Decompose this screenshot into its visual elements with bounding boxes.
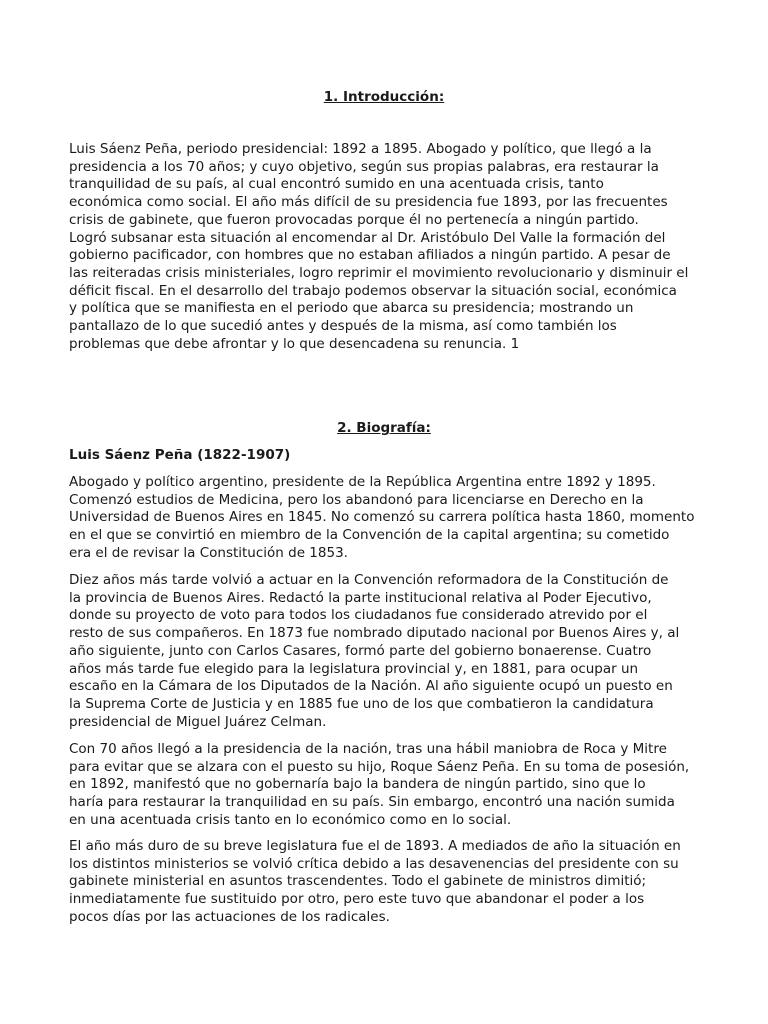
bio-paragraph-1 <box>69 474 701 563</box>
text-line: Logró subsanar esta situación al encomendar al Dr. Aristóbulo Del Valle la formación del <box>69 229 666 246</box>
text-line: presidencial de Miguel Juárez Celman. <box>69 713 327 730</box>
text-line: presidencia a los 70 años; y cuyo objetivo, según sus propias palabras, era restaurar la <box>69 158 659 175</box>
text-line: problemas que debe afrontar y lo que desencadena su renuncia. 1 <box>69 335 520 352</box>
text-line: crisis de gabinete, que fueron provocadas porque él no pertenecía a ningún partido. <box>69 211 639 228</box>
text-line: era el de revisar la Constitución de 1853. <box>69 544 348 561</box>
bio-paragraph-4 <box>69 838 701 927</box>
text-line: Abogado y político argentino, presidente de la República Argentina entre 1892 y 1895. <box>69 474 656 490</box>
biography-subtitle: Luis Sáenz Peña (1822-1907) <box>69 447 291 463</box>
text-line: inmediatamente fue sustituido por otro, pero este tuvo que abandonar el poder a los <box>69 891 645 908</box>
text-line: para evitar que se alzara con el puesto su hijo, Roque Sáenz Peña. En su toma de posesión, <box>69 758 690 775</box>
bio-paragraph-2 <box>69 572 701 731</box>
text-line: año siguiente, junto con Carlos Casares, formó parte del gobierno bonaerense. Cuatro <box>69 642 652 659</box>
text-line: Comenzó estudios de Medicina, pero los abandonó para licenciarse en Derecho en la <box>69 491 644 508</box>
intro-paragraph <box>69 141 701 353</box>
text-line: Diez años más tarde volvió a actuar en la Convención reformadora de la Constitución de <box>69 572 669 588</box>
text-line: déficit fiscal. En el desarrollo del trabajo podemos observar la situación social, económica <box>69 282 677 299</box>
text-line: en 1892, manifestó que no gobernaría bajo la bandera de ningún partido, sino que lo <box>69 776 646 793</box>
text-line: escaño en la Cámara de los Diputados de la Nación. Al año siguiente ocupó un puesto en <box>69 678 673 695</box>
text-line: pocos días por las actuaciones de los radicales. <box>69 908 390 925</box>
text-line: Universidad de Buenos Aires en 1845. No comenzó su carrera política hasta 1860, momento <box>69 509 695 526</box>
text-line: El año más duro de su breve legislatura fue el de 1893. A mediados de año la situación en <box>69 838 681 854</box>
text-line: en el que se convirtió en miembro de la Convención de la capital argentina; su cometido <box>69 527 670 544</box>
text-line: gobierno pacificador, con hombres que no estaban afiliados a ningún partido. A pesar de <box>69 247 671 264</box>
text-line: Con 70 años llegó a la presidencia de la nación, tras una hábil maniobra de Roca y Mitre <box>69 741 667 757</box>
text-line: Luis Sáenz Peña, periodo presidencial: 1892 a 1895. Abogado y político, que llegó a la <box>69 141 652 157</box>
text-line: la provincia de Buenos Aires. Redactó la parte institucional relativa al Poder Ejecutivo, <box>69 589 652 606</box>
section-heading-introduccion: 1. Introducción: <box>323 89 445 105</box>
text-line: las reiteradas crisis ministeriales, logro reprimir el movimiento revolucionario y disminuir el <box>69 264 689 281</box>
text-line: pantallazo de lo que sucedió antes y después de la misma, así como también los <box>69 318 617 335</box>
text-line: donde su proyecto de voto para todos los ciudadanos fue considerado atrevido por el <box>69 607 648 624</box>
text-line: económica como social. El año más difícil de su presidencia fue 1893, por las frecuentes <box>69 194 668 211</box>
text-line: y política que se manifiesta en el periodo que abarca su presidencia; mostrando un <box>69 300 634 317</box>
text-line: gabinete ministerial en asuntos trascendentes. Todo el gabinete de ministros dimitió; <box>69 873 647 890</box>
text-line: la Suprema Corte de Justicia y en 1885 fue uno de los que combatieron la candidatura <box>69 695 654 712</box>
bio-paragraph-3 <box>69 741 701 830</box>
text-line: resto de sus compañeros. En 1873 fue nombrado diputado nacional por Buenos Aires y, al <box>69 625 680 642</box>
text-line: los distintos ministerios se volvió crítica debido a las desavenencias del presidente con su <box>69 855 679 872</box>
text-line: tranquilidad de su país, al cual encontró sumido en una acentuada crisis, tanto <box>69 176 604 193</box>
text-line: haría para restaurar la tranquilidad en su país. Sin embargo, encontró una nación sumida <box>69 794 675 811</box>
text-line: años más tarde fue elegido para la legislatura provincial y, en 1881, para ocupar un <box>69 660 639 677</box>
text-line: en una acentuada crisis tanto en lo económico como en lo social. <box>69 811 512 828</box>
section-heading-biografia: 2. Biografía: <box>337 420 431 436</box>
